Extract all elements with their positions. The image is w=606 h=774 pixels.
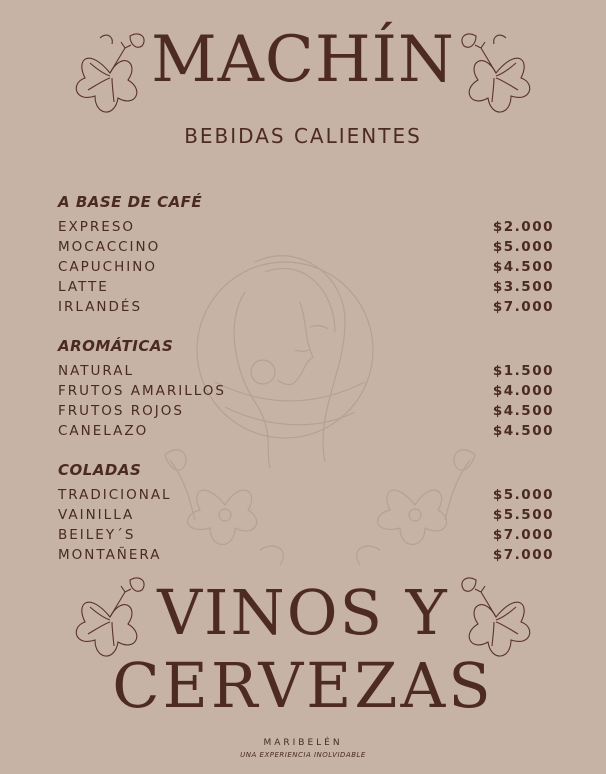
item-price: $5.000	[492, 239, 554, 255]
item-name: CANELAZO	[58, 423, 149, 439]
menu-item	[58, 505, 554, 525]
menu-section-aromaticas	[58, 337, 554, 441]
menu-item	[58, 421, 554, 441]
item-name: FRUTOS ROJOS	[58, 403, 184, 419]
item-name: VAINILLA	[58, 507, 135, 523]
section-title: COLADAS	[58, 461, 142, 479]
item-price: $1.500	[492, 363, 554, 379]
item-price: $7.000	[492, 299, 554, 315]
item-name: LATTE	[58, 279, 109, 295]
menu-item	[58, 297, 554, 317]
item-name: FRUTOS AMARILLOS	[58, 383, 226, 399]
section-title: AROMÁTICAS	[58, 337, 174, 355]
item-name: EXPRESO	[58, 219, 136, 235]
section-title: A BASE DE CAFÉ	[58, 193, 203, 211]
item-price: $2.000	[492, 219, 554, 235]
item-name: CAPUCHINO	[58, 259, 157, 275]
item-name: BEILEY´S	[58, 527, 136, 543]
menu-section-coladas	[58, 461, 554, 565]
item-name: IRLANDÉS	[58, 299, 143, 315]
menu-item	[58, 277, 554, 297]
item-price: $7.000	[492, 527, 554, 543]
item-name: MOCACCINO	[58, 239, 161, 255]
item-name: TRADICIONAL	[58, 487, 172, 503]
bottom-heading-line2: CERVEZAS	[112, 649, 494, 722]
item-price: $3.500	[492, 279, 554, 295]
menu-section-cafe	[58, 193, 554, 317]
menu-item	[58, 257, 554, 277]
item-price: $4.500	[492, 403, 554, 419]
menu-item	[58, 525, 554, 545]
menu-item	[58, 485, 554, 505]
item-name: NATURAL	[58, 363, 135, 379]
bottom-heading-line1: VINOS Y	[157, 576, 449, 649]
item-name: MONTAÑERA	[58, 547, 162, 563]
item-price: $7.000	[492, 547, 554, 563]
menu-item	[58, 361, 554, 381]
item-price: $4.500	[492, 259, 554, 275]
menu-item	[58, 545, 554, 565]
footer-brand: MARIBELÉN	[263, 738, 343, 748]
item-price: $4.500	[492, 423, 554, 439]
menu-item	[58, 401, 554, 421]
item-price: $5.000	[492, 487, 554, 503]
menu-item	[58, 381, 554, 401]
item-price: $5.500	[492, 507, 554, 523]
menu-item	[58, 237, 554, 257]
item-price: $4.000	[492, 383, 554, 399]
footer-tagline: UNA EXPERIENCIA INOLVIDABLE	[240, 751, 366, 759]
menu-item	[58, 217, 554, 237]
page-subtitle: BEBIDAS CALIENTES	[184, 124, 422, 148]
page-title: MACHÍN	[151, 23, 455, 97]
